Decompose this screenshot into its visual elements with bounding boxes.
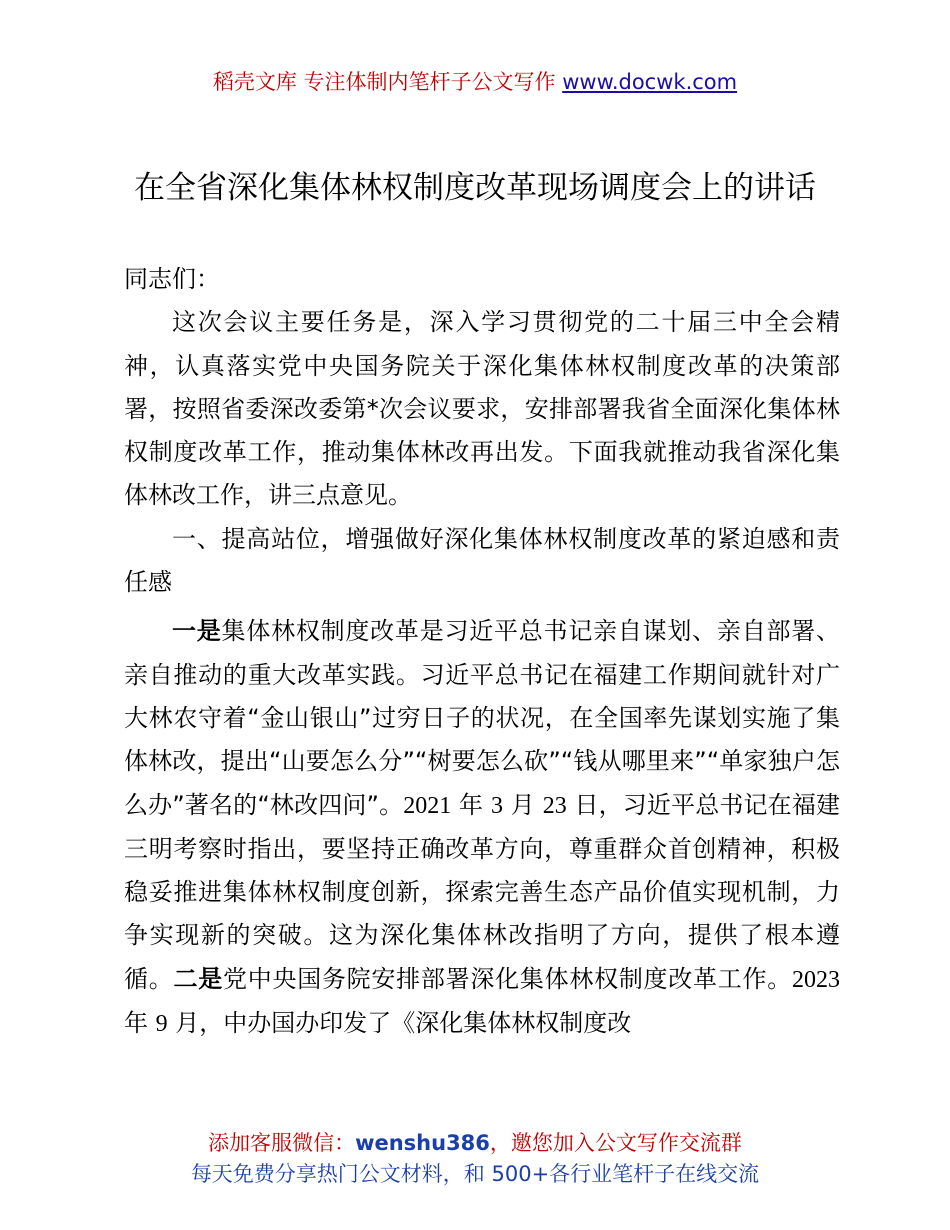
- date-month: 9: [155, 1011, 168, 1038]
- header-brand-text: 稻壳文库 专注体制内笔杆子公文写作: [212, 70, 563, 94]
- section-heading-1: 一、提高站位，增强做好深化集体林权制度改革的紧迫感和责任感: [124, 524, 840, 597]
- footer-wechat-prefix: 添加客服微信：: [208, 1131, 356, 1155]
- salutation: 同志们：: [124, 265, 220, 293]
- date-unit: 月: [510, 790, 535, 819]
- date-month: 3: [490, 792, 503, 819]
- paragraph-text: 日，习近平总书记在福建三明考察时指出，要坚持正确改革方向，尊重群众首创精神，积极稳妥推进集体林权制度创新，探索完善生态产品价值实现机制，力争实现新的突破。这为深化集体林改指明了方向，提供了根本遵循。: [124, 790, 840, 993]
- paragraph-text: 集体林权制度改革是习近平总书记亲自谋划、亲自部署、亲自推动的重大改革实践。习近平总书记在福建工作期间就针对广大林农守着“金山银山”过穷日子的状况，在全国率先谋划实施了集体林改，提出“山要怎么分”“树要怎么砍”“钱从哪里来”“单家独户怎么办”著名的“林改四问”。: [124, 617, 841, 819]
- date-year: 2021: [403, 792, 452, 819]
- header-website-link[interactable]: www.docwk.com: [562, 70, 738, 94]
- footer-wechat-suffix: ，邀您加入公文写作交流群: [489, 1131, 742, 1155]
- document-title: 在全省深化集体林权制度改革现场调度会上的讲话: [134, 170, 816, 206]
- footer-line-1: [0, 1128, 950, 1159]
- paragraph-intro: 这次会议主要任务是，深入学习贯彻党的二十届三中全会精神，认真落实党中央国务院关于深化集体林权制度改革的决策部署，按照省委深改委第*次会议要求，安排部署我省全面深化集体林权制度改革工作，推动集体林改再出发。下面我就推动我省深化集体林改工作，讲三点意见。: [124, 308, 840, 510]
- paragraph-point-1: [124, 610, 840, 1046]
- point-lead-first: 一是: [172, 617, 222, 646]
- paragraph-text: 党中央国务院安排部署深化集体林权制度改革工作。: [222, 964, 793, 993]
- footer-wechat-id: wenshu386: [355, 1131, 490, 1155]
- date-unit: 年: [124, 1009, 148, 1038]
- document-body: [124, 258, 840, 1046]
- date-year: 2023: [792, 966, 841, 993]
- date-day: 23: [542, 792, 567, 819]
- header-banner: [0, 67, 950, 97]
- date-unit: 年: [459, 790, 484, 819]
- paragraph-text: 月，中办国办印发了《深化集体林权制度改: [175, 1009, 632, 1038]
- point-lead-second: 二是: [173, 964, 223, 993]
- footer-promo: [0, 1128, 950, 1190]
- footer-line-2: 每天免费分享热门公文材料，和 500+各行业笔杆子在线交流: [190, 1162, 760, 1186]
